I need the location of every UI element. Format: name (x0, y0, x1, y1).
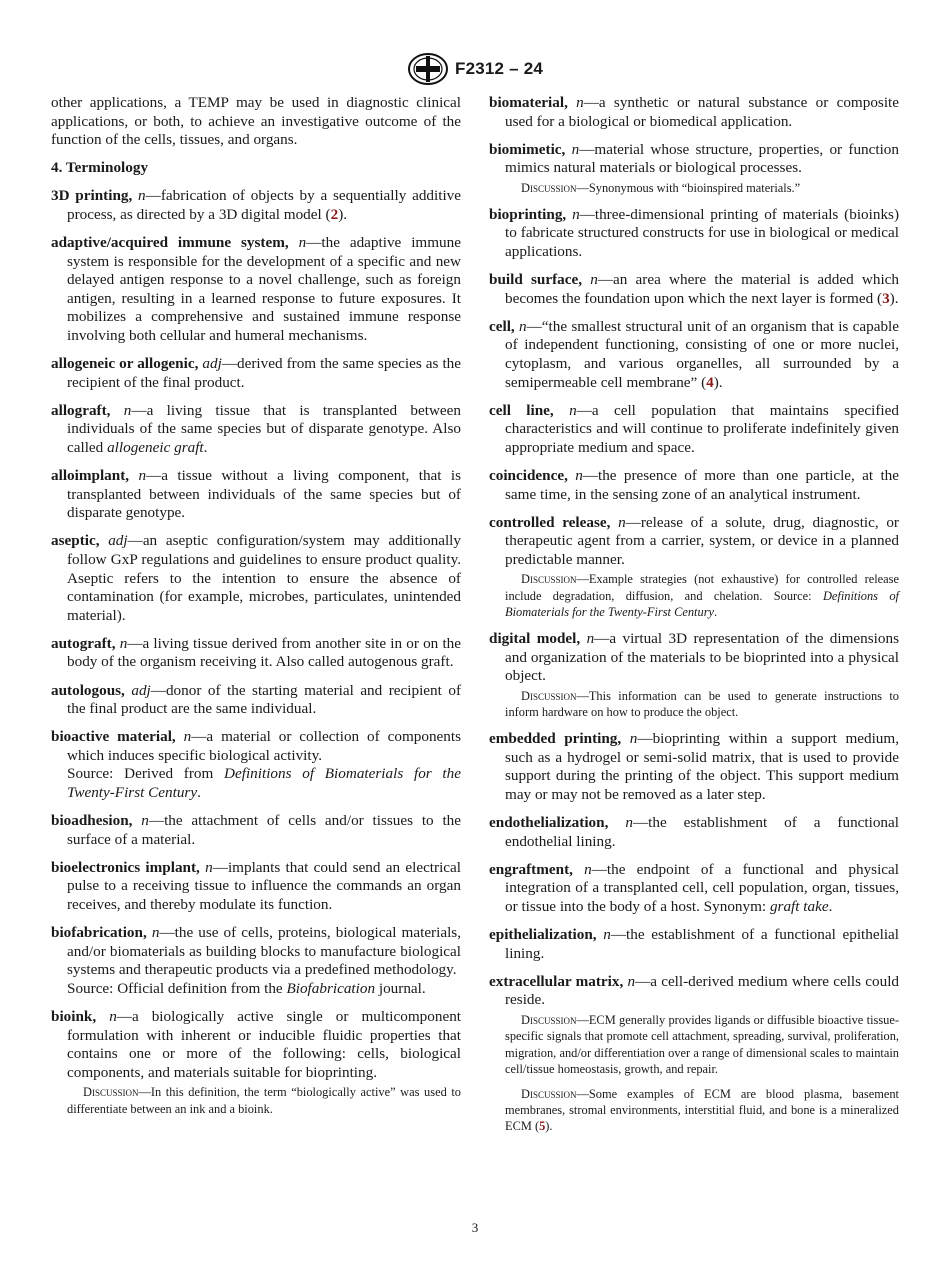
term-definition: —three-dimensional printing of materials (bioinks) to fabricate structured constructs for use in biological or medical applications. (505, 205, 900, 260)
part-of-speech: n (119, 634, 128, 652)
term-name: engraftment, (489, 860, 573, 878)
glossary-entry (51, 682, 461, 719)
part-of-speech: n (586, 630, 595, 648)
part-of-speech: n (205, 858, 213, 876)
discussion-label: Discussion (521, 1012, 577, 1027)
glossary-entry (51, 187, 461, 224)
right-column (489, 94, 899, 1144)
source-tail: . (197, 784, 201, 801)
term-name: digital model, (489, 630, 581, 648)
term-name: autograft, (51, 634, 116, 652)
part-of-speech: n (571, 140, 580, 158)
discussion-label: Discussion (83, 1085, 139, 1100)
source-note (67, 980, 461, 999)
glossary-entry (489, 94, 899, 131)
section-title: 4. Terminology (51, 159, 149, 177)
italic-text: graft take (769, 897, 829, 915)
definition-tail: ). (713, 373, 723, 391)
term-definition: —the use of cells, proteins, biological materials, and/or biomaterials as building blocks to manufacture biological systems and therapeutic products via a predefined methodology. (67, 924, 461, 979)
part-of-speech: n (625, 814, 633, 832)
discussion-note (67, 1084, 461, 1117)
part-of-speech: n (572, 205, 580, 223)
discussion-title: Definitions of Biomaterials for the Twenty-First Century (505, 588, 899, 620)
page-header (0, 52, 950, 86)
glossary-entry (51, 859, 461, 915)
term-name: controlled release, (489, 513, 611, 531)
document-id: F2312 – 24 (454, 59, 543, 78)
reference-link[interactable]: 2 (330, 205, 339, 223)
page-number: 3 (471, 1220, 479, 1235)
glossary-entry (489, 141, 899, 197)
term-name: bioadhesion, (51, 812, 133, 830)
discussion-tail: ). (545, 1119, 553, 1134)
part-of-speech: n (519, 317, 527, 335)
glossary-entry (489, 861, 899, 917)
glossary-entry (489, 514, 899, 621)
italic-text: allogeneic graft (107, 439, 204, 456)
intro-paragraph: other applications, a TEMP may be used in diagnostic clinical applications, or both, to achieve an investigative outcome of the function of the cells, tissues, and organs. (51, 94, 461, 149)
glossary-entry (51, 467, 461, 523)
glossary-entry (489, 973, 899, 1135)
part-of-speech: n (627, 972, 636, 990)
term-definition: —implants that could send an electrical pulse to a receiving tissue to influence the commands an organ receives, and thereby modulate its function. (67, 858, 462, 913)
part-of-speech: n (109, 1007, 117, 1025)
source-text: Source: Derived from (67, 765, 225, 783)
glossary-entry (51, 234, 461, 346)
term-definition: —a cell-derived medium where cells could reside. (505, 972, 900, 1009)
term-definition: —release of a solute, drug, diagnostic, or therapeutic agent from a carrier, system, or device in a planned predictable manner. (505, 513, 899, 568)
term-name: allogeneic or allogenic, (51, 355, 199, 373)
glossary-entry (51, 355, 461, 392)
term-definition: —the establishment of a functional epithelial lining. (505, 926, 900, 962)
part-of-speech: n (590, 271, 598, 289)
discussion-label: Discussion (521, 180, 577, 195)
discussion-text: —In this definition, the term “biologically active” was used to differentiate between an ink and a bioink. (67, 1085, 461, 1116)
glossary-entry (489, 206, 899, 262)
term-definition: —a tissue without a living component, that is transplanted between individuals of the same species but of disparate genotype. (67, 467, 462, 522)
discussion-note (505, 1086, 899, 1135)
part-of-speech: adj (202, 355, 222, 373)
discussion-text: —This information can be used to generate instructions to inform hardware on how to produce the object. (505, 688, 899, 720)
discussion-text: —Some examples of ECM are blood plasma, basement membranes, stromal environments, interstitial fluid, and bone is a mineralized ECM ( (505, 1086, 899, 1134)
source-tail: journal. (375, 979, 426, 997)
glossary-entry (489, 926, 899, 963)
part-of-speech: n (575, 466, 583, 484)
discussion-note (505, 571, 899, 620)
term-definition: —a cell population that maintains specified characteristics and will continue to proliferate indefinitely given appropriate medium and space. (505, 401, 899, 456)
term-definition: —material whose structure, properties, or function mimics natural materials or biological processes. (505, 140, 899, 177)
source-note (67, 765, 461, 802)
glossary-entry (489, 271, 899, 308)
discussion-text: —ECM generally provides ligands or diffusible bioactive tissue-specific signals that promote cell attachment, spreading, survival, proliferation, migration, and/or differentiation over a range of dimensional scales to maintain cell/tissue homeostasis, growth, and repair. (505, 1012, 899, 1077)
term-name: allograft, (51, 401, 111, 419)
definition-tail: ). (889, 289, 899, 307)
definition-tail: . (203, 439, 208, 456)
term-definition: —a material or collection of components which induces specific biological activity. (67, 728, 462, 764)
term-name: cell line, (489, 401, 554, 419)
term-name: biomaterial, (489, 94, 568, 111)
definition-tail: ). (338, 205, 348, 223)
part-of-speech: n (138, 187, 146, 205)
source-title: Biofabrication (286, 979, 376, 997)
term-definition: —the endpoint of a functional and physical integration of a transplanted cell, cell population, organ, tissues, or tissue into the body of a host. Synonym: (505, 860, 899, 915)
part-of-speech: n (618, 513, 626, 531)
glossary-entry (489, 814, 899, 851)
term-name: bioelectronics implant, (51, 858, 200, 876)
term-name: embedded printing, (489, 730, 622, 748)
discussion-label: Discussion (521, 688, 577, 703)
term-name: biomimetic, (489, 140, 566, 158)
glossary-entry (51, 812, 461, 849)
term-definition: —a synthetic or natural substance or composite used for a biological or biomedical application. (505, 94, 900, 130)
part-of-speech: n (629, 730, 638, 748)
glossary-entry (489, 318, 899, 392)
definition-tail: . (828, 897, 833, 915)
term-name: adaptive/acquired immune system, (51, 234, 289, 252)
left-term-list (51, 187, 461, 1117)
astm-logo-icon (407, 52, 449, 86)
source-text: Source: Official definition from the (67, 979, 287, 997)
discussion-note (505, 180, 899, 196)
part-of-speech: n (183, 728, 192, 746)
term-name: bioink, (51, 1007, 97, 1025)
term-name: cell, (489, 317, 515, 335)
term-name: build surface, (489, 271, 583, 289)
discussion-label: Discussion (521, 572, 577, 587)
glossary-entry (51, 402, 461, 458)
glossary-entry (51, 924, 461, 998)
glossary-entry (489, 730, 899, 804)
discussion-note (505, 688, 899, 721)
part-of-speech: n (151, 924, 160, 942)
term-name: aseptic, (51, 532, 100, 550)
reference-link[interactable]: 3 (882, 289, 890, 307)
term-definition: —the adaptive immune system is responsible for the development of a specific and new delayed antigen response to a novel challenge, such as foreign antigen, resulting in a learned response to future exposures. It mobilizes a comprehensive and sustained immune response involving both cellular and humeral mechanisms. (67, 234, 461, 345)
discussion-text: —Example strategies (not exhaustive) for controlled release include degradation, diffusion, and chelation. Source: (505, 572, 899, 603)
part-of-speech: adj (131, 681, 151, 699)
term-name: extracellular matrix, (489, 972, 624, 990)
part-of-speech: n (603, 926, 611, 944)
term-name: bioactive material, (51, 728, 176, 746)
part-of-speech: n (141, 812, 149, 830)
term-name: endothelialization, (489, 814, 609, 832)
term-definition: —the presence of more than one particle, at the same time, in the sensing zone of an analytical instrument. (505, 466, 900, 503)
term-name: biofabrication, (51, 924, 147, 942)
reference-link[interactable]: 5 (539, 1119, 546, 1134)
term-definition: —a living tissue that is transplanted between individuals of the same species but of disparate genotype. Also called (67, 401, 461, 456)
term-definition: —bioprinting within a support medium, such as a hydrogel or semi-solid matrix, that is used to provide support during the printing of the object. This support medium may or may not be removed as a later step. (505, 730, 900, 803)
part-of-speech: n (569, 401, 577, 419)
glossary-entry (51, 1008, 461, 1117)
term-definition: —a living tissue derived from another site in or on the body of the organism receiving it. Also called autogenous graft. (67, 634, 461, 671)
part-of-speech: n (138, 467, 147, 485)
term-name: coincidence, (489, 466, 568, 484)
term-definition: —“the smallest structural unit of an organism that is capable of independent functioning, consisting of one or more nuclei, cytoplasm, and various organelles, all surrounded by a semipermeable cell membrane” ( (505, 317, 899, 391)
term-definition: —derived from the same species as the recipient of the final product. (67, 355, 462, 391)
term-definition: —fabrication of objects by a sequentially additive process, as directed by a 3D digital model ( (67, 187, 461, 223)
glossary-entry (51, 728, 461, 802)
term-definition: —the attachment of cells and/or tissues to the surface of a material. (67, 812, 462, 848)
left-column (51, 94, 461, 1127)
glossary-entry (51, 635, 461, 672)
term-definition: —the establishment of a functional endothelial lining. (505, 814, 899, 850)
term-name: bioprinting, (489, 205, 567, 223)
glossary-entry (489, 467, 899, 504)
discussion-tail: . (714, 605, 718, 620)
right-term-list (489, 94, 899, 1135)
part-of-speech: n (576, 94, 584, 111)
source-title: Definitions of Biomaterials for the Twenty-First Century (67, 765, 461, 801)
glossary-entry (489, 630, 899, 721)
term-name: alloimplant, (51, 467, 130, 485)
reference-link[interactable]: 4 (706, 373, 714, 391)
term-name: epithelialization, (489, 926, 597, 944)
term-name: 3D printing, (51, 187, 133, 205)
glossary-entry (489, 402, 899, 458)
discussion-label: Discussion (521, 1086, 577, 1101)
term-definition: —donor of the starting material and recipient of the final product are the same individual. (67, 681, 461, 718)
term-definition: —a virtual 3D representation of the dimensions and organization of the materials to be bioprinted into a physical object. (505, 630, 899, 685)
part-of-speech: n (584, 860, 592, 878)
term-definition: —a biologically active single or multicomponent formulation with inherent or inducible fluidic properties that contains one or more of the following: cells, biological components, and materials suitable for bioprinting. (67, 1007, 462, 1081)
discussion-text: —Synonymous with “bioinspired materials.” (576, 180, 801, 195)
glossary-entry (51, 532, 461, 625)
part-of-speech: n (123, 401, 132, 419)
term-name: autologous, (51, 681, 125, 699)
part-of-speech: adj (108, 532, 128, 550)
discussion-note (505, 1012, 899, 1078)
term-definition: —an area where the material is added which becomes the foundation upon which the next layer is formed ( (505, 271, 899, 307)
term-definition: —an aseptic configuration/system may additionally follow GxP regulations and guidelines to ensure product quality. Aseptic refers to the intention to ensure the absence of contamination (for example, microbes, particulates, unintended material). (67, 532, 461, 624)
part-of-speech: n (298, 234, 307, 252)
